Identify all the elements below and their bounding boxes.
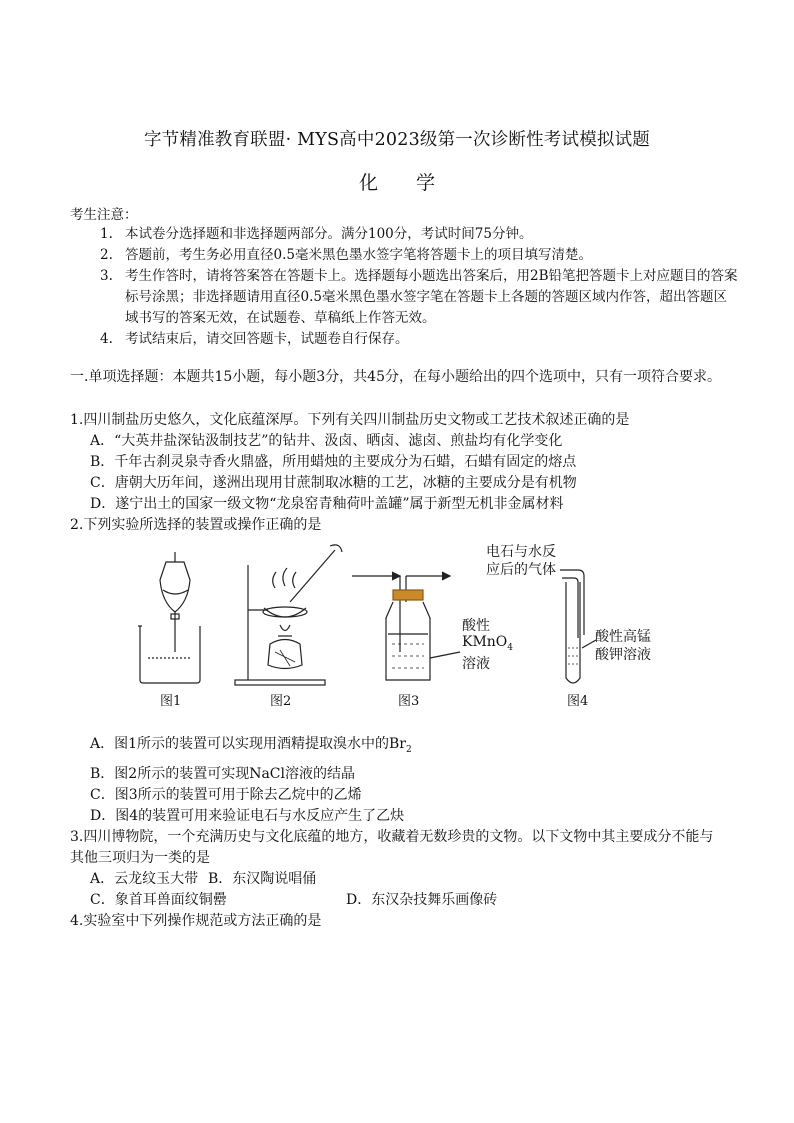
fig3-gas-wash-bottle — [352, 572, 450, 680]
notice-item-num: 2. — [100, 247, 113, 263]
notice-item-text: 考试结束后，请交回答题卡，试题卷自行保存。 — [125, 331, 409, 347]
fig1-label: 图1 — [160, 694, 182, 709]
fig3-text-line1: 酸性 — [462, 618, 490, 634]
fig4-label: 图4 — [567, 694, 589, 709]
fig3-annotation — [462, 618, 513, 672]
question-3-option-c: C．象首耳兽面纹铜罍 — [90, 892, 227, 908]
question-3-option-a: A．云龙纹玉大带 — [90, 871, 199, 887]
notice-item-num: 3. — [100, 268, 113, 284]
fig2-evaporation-setup — [235, 545, 342, 685]
fig2-label: 图2 — [270, 694, 292, 709]
fig3-text-line3: 溶液 — [462, 655, 490, 672]
fig3-label: 图3 — [398, 694, 420, 709]
fig1-separatory-funnel — [138, 552, 200, 683]
apparatus-figures — [130, 540, 690, 710]
fig4-text-line2: 应后的气体 — [486, 562, 556, 578]
question-3-option-b: B．东汉陶说唱俑 — [208, 871, 317, 887]
subject-char-1: 化 — [358, 172, 378, 194]
notice-item-text: 考生作答时，请将答案答在答题卡上。选择题每小题选出答案后，用2B铅笔把答题卡上对应题目的答案标号涂黑；非选择题请用直径0.5毫米黑色墨水签字笔在答题卡上各题的答题区域内作答，超出答题区域书写的答案无效，在试题卷、草稿纸上作答无效。 — [125, 268, 738, 326]
fig4-solution-annotation — [595, 628, 651, 664]
question-3-option-d: D．东汉杂技舞乐画像砖 — [346, 892, 498, 908]
notice-item-num: 4. — [100, 331, 113, 347]
section-heading: 一.单项选择题：本题共15小题，每小题3分，共45分，在每小题给出的四个选项中，只有一项符合要求。 — [70, 369, 721, 385]
notice-item-num: 1. — [100, 226, 113, 242]
question-3-stem-line2: 其他三项归为一类的是 — [70, 850, 210, 866]
fig4-text-line3: 酸性高锰 — [595, 629, 651, 645]
question-1-option-b: B．千年古刹灵泉寺香火鼎盛，所用蜡烛的主要成分为石蜡，石蜡有固定的熔点 — [90, 454, 577, 470]
fig4-test-tube — [560, 570, 596, 683]
fig4-text-line1: 电石与水反 — [486, 544, 556, 560]
question-3-stem-line1: 3.四川博物院，一个充满历史与文化底蕴的地方，收藏着无数珍贵的文物。以下文物中其主要成分不能与 — [70, 829, 714, 845]
apparatus-drawing — [130, 540, 690, 690]
question-1-option-a: A．“大英井盐深钻汲制技艺”的钻井、汲卤、晒卤、滤卤、煎盐均有化学变化 — [90, 433, 563, 449]
question-1-option-c: C．唐朝大历年间，遂洲出现用甘蔗制取冰糖的工艺，冰糖的主要成分是有机物 — [90, 475, 577, 491]
fig4-text-line4: 酸钾溶液 — [595, 647, 651, 663]
question-1-stem: 1.四川制盐历史悠久，文化底蕴深厚。下列有关四川制盐历史文物或工艺技术叙述正确的是 — [70, 412, 630, 428]
question-2-option-d: D．图4的装置可用来验证电石与水反应产生了乙炔 — [90, 808, 405, 824]
exam-title: 字节精准教育联盟· MYS高中2023级第一次诊断性考试模拟试题 — [143, 130, 651, 150]
question-2-stem: 2.下列实验所选择的装置或操作正确的是 — [70, 517, 322, 533]
fig3-text-line2: KMnO$_4$ — [462, 634, 514, 653]
question-1-option-d: D．遂宁出土的国家一级文物“龙泉窑青釉荷叶盖罐”属于新型无机非金属材料 — [90, 496, 564, 512]
notice-item-text: 答题前，考生务必用直径0.5毫米黑色墨水签字笔将答题卡上的项目填写清楚。 — [125, 247, 592, 263]
question-2-option-c: C．图3所示的装置可用于除去乙烷中的乙烯 — [90, 787, 362, 803]
question-2-option-a: A．图1所示的装置可以实现用酒精提取溴水中的$Br_2$ — [90, 736, 412, 755]
subject-title — [0, 168, 794, 195]
question-4-stem: 4.实验室中下列操作规范或方法正确的是 — [70, 913, 322, 929]
notice-item-text: 本试卷分选择题和非选择题两部分。满分100分，考试时间75分钟。 — [125, 226, 533, 242]
question-2-option-b: B．图2所示的装置可实现NaCl溶液的结晶 — [90, 766, 355, 782]
subject-char-2: 学 — [416, 172, 436, 194]
fig4-gas-annotation — [486, 543, 556, 579]
notice-heading: 考生注意： — [70, 207, 138, 223]
